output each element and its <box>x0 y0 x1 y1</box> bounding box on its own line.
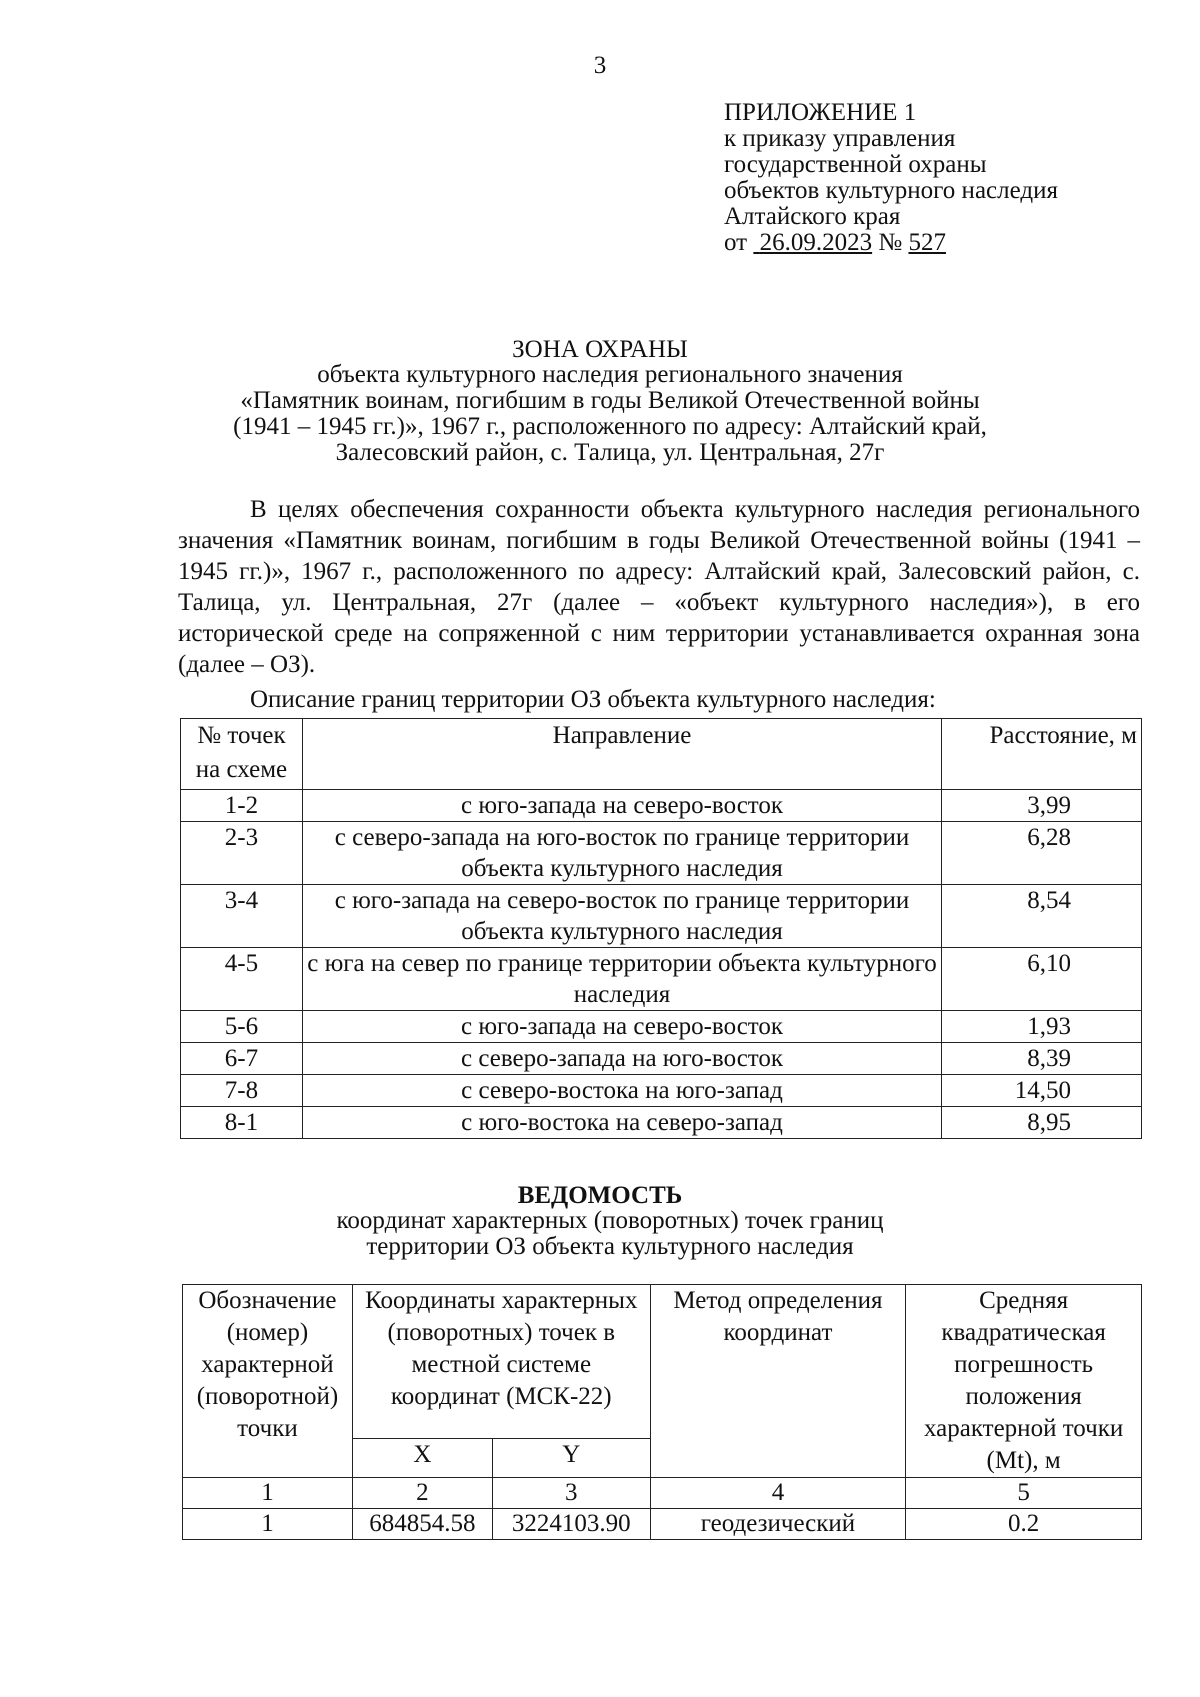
cell-distance: 3,99 <box>942 790 1142 822</box>
table-row <box>181 948 1142 1011</box>
coordinates-table <box>182 1284 1142 1540</box>
col-header-direction: Направление <box>302 719 941 790</box>
cell-designation: 1 <box>183 1509 353 1540</box>
table-header-row <box>183 1285 1142 1439</box>
cell-points: 7-8 <box>181 1075 303 1107</box>
cell-points: 3-4 <box>181 885 303 948</box>
cell-direction: с северо-запада на юго-восток <box>302 1043 941 1075</box>
number-prefix: № <box>878 229 903 256</box>
page-number: 3 <box>593 52 607 79</box>
cell-method: геодезический <box>650 1509 906 1540</box>
appendix-line: Алтайского края <box>724 203 901 230</box>
cell-direction: с юга на север по границе территории объекта культурного наследия <box>302 948 941 1011</box>
table-row <box>181 1075 1142 1107</box>
cell-points: 4-5 <box>181 948 303 1011</box>
cell-direction: с юго-запада на северо-восток по границе территории объекта культурного наследия <box>302 885 941 948</box>
column-number-row <box>183 1478 1142 1509</box>
col-header-y: Y <box>492 1438 650 1477</box>
cell-points: 2-3 <box>181 822 303 885</box>
table-row <box>181 822 1142 885</box>
cell-error: 0.2 <box>906 1509 1142 1540</box>
cell-points: 8-1 <box>181 1107 303 1139</box>
appendix-line: объектов культурного наследия <box>724 177 1058 204</box>
appendix-header <box>724 100 1058 256</box>
col-header-method: Метод определения координат <box>650 1285 906 1478</box>
cell-distance: 14,50 <box>942 1075 1142 1107</box>
cell-distance: 6,28 <box>942 822 1142 885</box>
date-prefix: от <box>724 229 748 256</box>
cell-points: 6-7 <box>181 1043 303 1075</box>
column-number-cell: 2 <box>352 1478 492 1509</box>
column-number-cell: 5 <box>906 1478 1142 1509</box>
order-date-line <box>724 230 1058 256</box>
cell-direction: с юго-запада на северо-восток <box>302 1011 941 1043</box>
table-row <box>181 1107 1142 1139</box>
cell-y: 3224103.90 <box>492 1509 650 1540</box>
vedomost-title: ВЕДОМОСТЬ <box>517 1182 683 1209</box>
column-number-cell: 4 <box>650 1478 906 1509</box>
cell-distance: 8,54 <box>942 885 1142 948</box>
cell-distance: 8,95 <box>942 1107 1142 1139</box>
col-header-error: Средняя квадратическая погрешность положения характерной точки (Mt), м <box>906 1285 1142 1478</box>
col-header-points: № точек на схеме <box>181 719 303 790</box>
cell-direction: с юго-востока на северо-запад <box>302 1107 941 1139</box>
cell-points: 5-6 <box>181 1011 303 1043</box>
cell-direction: с юго-запада на северо-восток <box>302 790 941 822</box>
cell-direction: с северо-востока на юго-запад <box>302 1075 941 1107</box>
col-header-x: X <box>352 1438 492 1477</box>
boundary-caption: Описание границ территории ОЗ объекта культурного наследия: <box>250 686 936 713</box>
col-header-coordinates: Координаты характерных (поворотных) точек в местной системе координат (МСК-22) <box>352 1285 650 1439</box>
order-number: 527 <box>908 229 946 256</box>
boundary-table <box>180 718 1142 1139</box>
appendix-line: к приказу управления <box>724 125 956 152</box>
intro-paragraph: В целях обеспечения сохранности объекта культурного наследия регионального значения «Памятник воинам, погибшим в годы Великой Отечественной войны (1941 – 1945 гг.)», 1967 г., расположенного по адресу: Алтайский край, Залесовский район, с. Талица, ул. Центральная, 27г (далее – «объект культурного наследия»), в его исторической среде на сопряженной с ним территории устанавливается охранная зона (далее – ОЗ). <box>178 496 1140 678</box>
appendix-title: ПРИЛОЖЕНИЕ 1 <box>724 99 917 126</box>
table-row <box>181 790 1142 822</box>
table-row <box>181 1043 1142 1075</box>
vedomost-subtitle: координат характерных (поворотных) точек границ территории ОЗ объекта культурного наследия <box>336 1207 884 1260</box>
cell-direction: с северо-запада на юго-восток по границе территории объекта культурного наследия <box>302 822 941 885</box>
column-number-cell: 3 <box>492 1478 650 1509</box>
zone-title: ЗОНА ОХРАНЫ <box>512 336 688 363</box>
table-header-row <box>181 719 1142 790</box>
order-date: 26.09.2023 <box>759 229 873 256</box>
cell-x: 684854.58 <box>352 1509 492 1540</box>
zone-subtitle: объекта культурного наследия регионального значения «Памятник воинам, погибшим в годы Великой Отечественной войны (1941 – 1945 гг.)», 1967 г., расположенного по адресу: Алтайский край, Залесовский район, с. Талица, ул. Центральная, 27г <box>233 361 987 466</box>
appendix-line: государственной охраны <box>724 151 987 178</box>
cell-distance: 1,93 <box>942 1011 1142 1043</box>
cell-points: 1-2 <box>181 790 303 822</box>
table-row <box>181 885 1142 948</box>
cell-distance: 8,39 <box>942 1043 1142 1075</box>
cell-distance: 6,10 <box>942 948 1142 1011</box>
col-header-distance: Расстояние, м <box>942 719 1142 790</box>
column-number-cell: 1 <box>183 1478 353 1509</box>
table-row <box>183 1509 1142 1540</box>
table-row <box>181 1011 1142 1043</box>
col-header-designation: Обозначение (номер) характерной (поворотной) точки <box>183 1285 353 1478</box>
